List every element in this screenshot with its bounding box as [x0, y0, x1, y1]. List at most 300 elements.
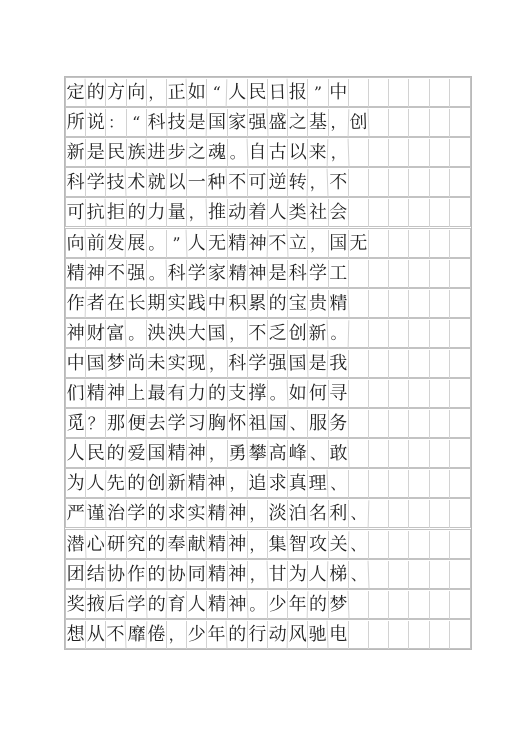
grid-cell: 学 — [187, 260, 207, 288]
grid-cell — [389, 290, 409, 318]
manuscript-line — [65, 589, 471, 619]
grid-cell: 定 — [66, 79, 87, 108]
grid-cell: 去 — [146, 410, 167, 439]
grid-cell — [389, 440, 409, 468]
grid-cell: 展 — [127, 230, 147, 258]
grid-cell: ， — [308, 169, 329, 198]
grid-cell: 团 — [66, 561, 86, 589]
grid-cell: 峰 — [288, 440, 308, 468]
manuscript-line — [65, 197, 471, 227]
grid-cell: 精 — [207, 591, 227, 619]
grid-cell: ， — [207, 440, 227, 468]
grid-cell: 。 — [227, 139, 248, 168]
grid-cell: 那 — [106, 410, 126, 438]
grid-cell: 的 — [86, 79, 106, 107]
grid-cell: 是 — [268, 260, 288, 288]
grid-cell: 古 — [268, 139, 288, 167]
grid-cell: 就 — [146, 169, 167, 198]
grid-cell: 年 — [207, 621, 228, 650]
grid-cell: 抗 — [86, 199, 107, 228]
grid-cell — [409, 79, 429, 107]
grid-cell: 创 — [147, 470, 167, 498]
grid-cell: 基 — [308, 109, 328, 137]
grid-cell: ， — [247, 561, 268, 590]
grid-cell — [430, 350, 450, 378]
grid-cell — [369, 109, 389, 137]
grid-cell — [409, 320, 429, 348]
grid-cell: 奉 — [167, 531, 188, 560]
grid-cell: 以 — [288, 139, 308, 167]
grid-cell: 集 — [268, 531, 289, 560]
grid-cell: 的 — [308, 591, 328, 619]
grid-cell: 精 — [207, 531, 227, 559]
grid-cell: 严 — [66, 500, 87, 529]
grid-cell — [349, 79, 369, 107]
grid-cell: 梦 — [106, 350, 126, 378]
grid-cell: 向 — [66, 230, 87, 259]
grid-cell: 人 — [228, 79, 248, 107]
grid-cell: 是 — [308, 350, 329, 379]
grid-cell — [349, 410, 369, 438]
grid-cell: 祖 — [247, 410, 268, 439]
grid-cell: 同 — [187, 561, 207, 589]
grid-cell — [369, 380, 389, 408]
grid-cell: 为 — [66, 470, 86, 498]
grid-cell: 精 — [207, 500, 228, 529]
grid-cell — [409, 561, 429, 589]
grid-cell: 民 — [106, 139, 126, 167]
grid-cell: 社 — [308, 199, 328, 227]
manuscript-line — [65, 559, 471, 589]
grid-cell: 淡 — [268, 500, 288, 528]
grid-cell: 年 — [288, 591, 309, 620]
grid-cell: 风 — [288, 621, 308, 649]
grid-cell — [409, 260, 429, 288]
grid-cell — [389, 109, 409, 137]
grid-cell: 。 — [248, 591, 268, 619]
grid-cell: 动 — [268, 621, 289, 650]
grid-cell: 量 — [167, 199, 187, 227]
manuscript-line — [65, 137, 471, 167]
grid-cell: 潜 — [66, 531, 87, 560]
grid-cell — [389, 260, 409, 288]
grid-cell — [349, 169, 369, 197]
grid-cell: 民 — [86, 440, 106, 468]
grid-cell — [389, 410, 409, 438]
grid-cell: 科 — [288, 260, 308, 288]
grid-cell — [430, 139, 450, 167]
grid-cell: 研 — [106, 531, 126, 559]
grid-cell: 奖 — [66, 591, 86, 619]
grid-cell: 在 — [106, 290, 126, 318]
grid-cell: 心 — [86, 531, 106, 559]
grid-cell: 学 — [167, 410, 187, 438]
grid-cell: 治 — [106, 500, 126, 528]
grid-cell — [349, 350, 369, 378]
grid-cell: 攻 — [308, 531, 328, 559]
grid-cell: 中 — [66, 350, 86, 378]
grid-cell: 财 — [86, 320, 106, 348]
grid-cell: 不 — [329, 169, 349, 197]
grid-cell: 神 — [66, 320, 86, 348]
grid-cell — [450, 591, 470, 619]
grid-cell: 国 — [86, 350, 107, 379]
grid-cell — [450, 561, 470, 589]
grid-cell: 电 — [329, 621, 349, 649]
grid-cell: 以 — [167, 169, 187, 197]
grid-cell: 人 — [66, 440, 86, 468]
grid-cell: 关 — [328, 531, 349, 560]
grid-cell — [409, 350, 429, 378]
grid-cell — [369, 591, 389, 619]
grid-cell: 技 — [167, 109, 187, 137]
grid-cell — [369, 440, 389, 468]
grid-cell: 献 — [187, 531, 208, 560]
grid-cell: 日 — [268, 79, 289, 108]
grid-cell — [409, 199, 429, 227]
manuscript-line — [65, 619, 471, 649]
grid-cell: ， — [328, 109, 349, 138]
grid-cell: 说 — [86, 109, 106, 137]
grid-cell: 、 — [308, 440, 328, 468]
grid-cell — [430, 230, 450, 258]
grid-cell: 步 — [167, 139, 188, 168]
grid-cell — [430, 199, 450, 227]
grid-cell — [450, 290, 470, 318]
manuscript-line — [65, 438, 471, 468]
manuscript-line — [65, 408, 471, 438]
grid-cell: 精 — [86, 380, 106, 408]
grid-cell: 国 — [268, 410, 289, 439]
grid-cell — [409, 230, 429, 258]
grid-cell — [430, 290, 450, 318]
grid-cell: ， — [167, 621, 187, 649]
grid-cell: 家 — [228, 109, 248, 137]
grid-cell: 方 — [106, 79, 126, 107]
grid-cell: 作 — [127, 561, 147, 589]
grid-cell: 国 — [207, 109, 227, 137]
grid-cell — [369, 199, 389, 227]
grid-cell — [389, 531, 409, 559]
manuscript-line — [65, 318, 471, 348]
grid-cell — [450, 531, 470, 559]
grid-cell: 少 — [187, 621, 207, 649]
grid-cell: 的 — [127, 470, 147, 498]
grid-cell: 育 — [167, 591, 187, 619]
grid-cell — [450, 621, 470, 649]
grid-cell: 者 — [86, 290, 106, 318]
grid-cell — [349, 139, 369, 167]
grid-cell: 作 — [66, 290, 87, 319]
grid-cell: ， — [328, 139, 349, 168]
grid-cell: 术 — [127, 169, 147, 197]
grid-cell: 怀 — [228, 410, 248, 438]
grid-cell — [430, 380, 450, 408]
grid-cell — [409, 139, 429, 167]
grid-cell — [430, 440, 450, 468]
grid-cell: 们 — [66, 380, 87, 409]
grid-cell — [450, 139, 470, 167]
grid-cell — [349, 260, 369, 288]
grid-cell — [450, 500, 470, 528]
grid-cell: 种 — [207, 169, 228, 198]
grid-cell: 科 — [146, 109, 167, 138]
grid-cell: 族 — [126, 139, 147, 168]
grid-cell: 真 — [288, 470, 308, 498]
grid-cell — [369, 621, 389, 649]
grid-cell: 梯 — [329, 561, 349, 589]
grid-cell — [389, 320, 409, 348]
grid-cell: 不 — [268, 230, 289, 259]
grid-cell — [450, 440, 470, 468]
grid-cell: 不 — [248, 320, 268, 348]
grid-cell: 实 — [167, 290, 187, 318]
grid-cell — [389, 79, 409, 107]
grid-cell: 精 — [167, 440, 187, 468]
grid-cell: 神 — [86, 260, 107, 289]
manuscript-line — [65, 228, 471, 258]
grid-cell: 攀 — [247, 440, 268, 469]
grid-cell: 创 — [348, 109, 369, 138]
manuscript-line — [65, 167, 471, 197]
grid-cell — [389, 199, 409, 227]
grid-cell: 如 — [187, 79, 207, 107]
manuscript-line — [65, 529, 471, 559]
grid-cell: 国 — [147, 440, 167, 468]
grid-cell: 有 — [167, 380, 188, 409]
grid-cell: 。 — [328, 320, 349, 349]
grid-cell — [430, 500, 450, 528]
grid-cell: 上 — [127, 380, 147, 408]
grid-cell: ， — [228, 320, 248, 348]
grid-cell: 的 — [126, 199, 147, 228]
grid-cell: 自 — [248, 139, 268, 167]
grid-cell: 积 — [227, 290, 248, 319]
grid-cell — [430, 79, 450, 107]
grid-cell: 之 — [187, 139, 207, 167]
manuscript-line — [65, 498, 471, 528]
grid-cell: 力 — [147, 199, 167, 227]
grid-cell: 精 — [328, 290, 349, 319]
grid-cell: 支 — [228, 380, 248, 408]
grid-cell — [349, 199, 369, 227]
grid-cell — [409, 109, 429, 137]
grid-cell: 前 — [86, 230, 106, 258]
grid-cell: 便 — [126, 410, 147, 439]
grid-cell: 学 — [248, 350, 268, 378]
grid-cell: 国 — [329, 230, 349, 258]
grid-cell — [450, 320, 470, 348]
grid-cell: 的 — [228, 621, 248, 649]
grid-cell: 神 — [247, 230, 268, 259]
grid-cell: ” — [167, 230, 188, 259]
grid-cell — [389, 621, 409, 649]
grid-cell: 学 — [308, 260, 328, 288]
grid-cell: 服 — [308, 410, 328, 438]
grid-cell: 立 — [288, 230, 308, 258]
grid-cell — [430, 169, 450, 197]
grid-cell — [369, 470, 389, 498]
grid-cell: 期 — [147, 290, 167, 318]
grid-cell: 报 — [288, 79, 308, 107]
grid-cell: 泊 — [288, 500, 309, 529]
grid-cell — [450, 230, 470, 258]
grid-cell: 、 — [349, 531, 369, 559]
grid-cell — [369, 350, 389, 378]
grid-cell: 靡 — [126, 621, 147, 650]
manuscript-line — [65, 468, 471, 498]
grid-cell — [349, 320, 369, 348]
grid-cell: 人 — [268, 199, 289, 228]
grid-cell: 少 — [268, 591, 288, 619]
grid-cell: ” — [308, 79, 328, 107]
grid-cell: 的 — [106, 440, 127, 469]
manuscript-line — [65, 107, 471, 137]
grid-cell: 的 — [268, 290, 288, 318]
grid-cell: 无 — [207, 230, 227, 258]
grid-cell: 是 — [187, 109, 208, 138]
grid-cell: 泱 — [147, 320, 167, 348]
grid-cell — [389, 561, 409, 589]
grid-cell: 民 — [248, 79, 268, 107]
grid-cell: 的 — [207, 380, 227, 408]
grid-cell: 类 — [288, 199, 309, 228]
grid-cell: 追 — [248, 470, 268, 498]
grid-cell: 求 — [167, 500, 187, 528]
grid-cell: 长 — [126, 290, 147, 319]
manuscript-grid — [64, 76, 472, 650]
grid-cell: 发 — [106, 230, 127, 259]
grid-cell: 正 — [167, 79, 188, 108]
grid-cell: 宝 — [288, 290, 308, 318]
manuscript-line — [65, 258, 471, 288]
grid-cell: 技 — [106, 169, 127, 198]
grid-cell: 。 — [147, 230, 167, 258]
grid-cell — [369, 260, 389, 288]
grid-cell: 的 — [146, 561, 167, 590]
grid-cell: 神 — [228, 531, 248, 559]
grid-cell — [409, 531, 429, 559]
grid-cell: 倦 — [147, 621, 167, 649]
grid-cell: 着 — [248, 199, 268, 227]
grid-cell — [369, 320, 389, 348]
grid-cell: 不 — [228, 169, 248, 197]
grid-cell: 何 — [308, 380, 328, 408]
grid-cell: 精 — [187, 470, 207, 498]
grid-cell: 实 — [167, 350, 188, 379]
grid-cell: 践 — [187, 290, 207, 318]
grid-cell — [349, 591, 369, 619]
grid-cell: 的 — [147, 500, 167, 528]
grid-cell: 精 — [207, 561, 227, 589]
grid-cell — [369, 79, 389, 107]
grid-cell: ， — [308, 230, 328, 258]
grid-cell: 神 — [187, 440, 207, 468]
grid-cell: 甘 — [268, 561, 288, 589]
grid-cell: 从 — [86, 621, 106, 649]
grid-cell: 无 — [349, 230, 369, 258]
manuscript-line — [65, 77, 471, 107]
grid-cell: 我 — [329, 350, 349, 378]
grid-cell: ， — [207, 350, 227, 378]
grid-cell: 最 — [146, 380, 167, 409]
manuscript-line — [65, 348, 471, 378]
grid-cell: 可 — [248, 169, 268, 197]
grid-cell: 究 — [127, 531, 147, 559]
grid-cell: 科 — [228, 350, 248, 378]
grid-cell: 求 — [268, 470, 288, 498]
grid-cell — [349, 440, 369, 468]
grid-cell — [430, 591, 450, 619]
grid-cell: 如 — [288, 380, 309, 409]
grid-cell: 觅 — [66, 410, 86, 438]
grid-cell — [409, 380, 429, 408]
grid-cell: 学 — [127, 500, 147, 528]
grid-cell: 。 — [127, 320, 147, 348]
grid-cell: ， — [227, 470, 248, 499]
grid-cell: 拒 — [106, 199, 126, 227]
grid-cell — [450, 380, 470, 408]
grid-cell: 撑 — [248, 380, 268, 408]
grid-cell — [369, 230, 389, 258]
grid-cell: 家 — [207, 260, 227, 288]
grid-cell: 逆 — [268, 169, 288, 197]
grid-cell: 是 — [86, 139, 106, 167]
grid-cell — [409, 290, 429, 318]
grid-cell: 协 — [167, 561, 188, 590]
grid-cell — [409, 470, 429, 498]
grid-cell: 名 — [308, 500, 328, 528]
grid-cell: 力 — [187, 380, 207, 408]
grid-cell — [409, 169, 429, 197]
grid-cell — [389, 591, 409, 619]
grid-cell: 谨 — [86, 500, 107, 529]
grid-cell — [409, 621, 429, 649]
grid-cell — [450, 260, 470, 288]
grid-cell — [389, 350, 409, 378]
grid-cell — [430, 320, 450, 348]
grid-cell — [389, 470, 409, 498]
grid-cell: 来 — [308, 139, 329, 168]
grid-cell: 利 — [329, 500, 349, 528]
grid-cell: 智 — [288, 531, 308, 559]
grid-cell — [369, 169, 389, 197]
grid-cell: 会 — [329, 199, 349, 227]
grid-cell: 学 — [86, 169, 106, 197]
grid-cell — [349, 380, 369, 408]
manuscript-line — [65, 378, 471, 408]
grid-cell — [450, 350, 470, 378]
grid-cell — [450, 470, 470, 498]
grid-cell: ， — [147, 79, 167, 107]
grid-cell — [450, 410, 470, 438]
grid-cell: 科 — [66, 169, 86, 197]
grid-cell: 寻 — [329, 380, 349, 408]
grid-cell: 先 — [106, 470, 127, 499]
grid-cell: 理 — [308, 470, 329, 499]
grid-cell: 国 — [288, 350, 309, 379]
grid-cell: 新 — [167, 470, 187, 498]
grid-cell: “ — [207, 79, 228, 108]
grid-cell — [389, 169, 409, 197]
grid-cell — [389, 500, 409, 528]
grid-cell: 创 — [288, 320, 308, 348]
grid-cell: 盛 — [268, 109, 288, 137]
grid-cell — [369, 139, 389, 167]
grid-cell — [349, 621, 369, 649]
grid-cell: 、 — [329, 470, 349, 498]
grid-cell: 人 — [187, 591, 207, 619]
